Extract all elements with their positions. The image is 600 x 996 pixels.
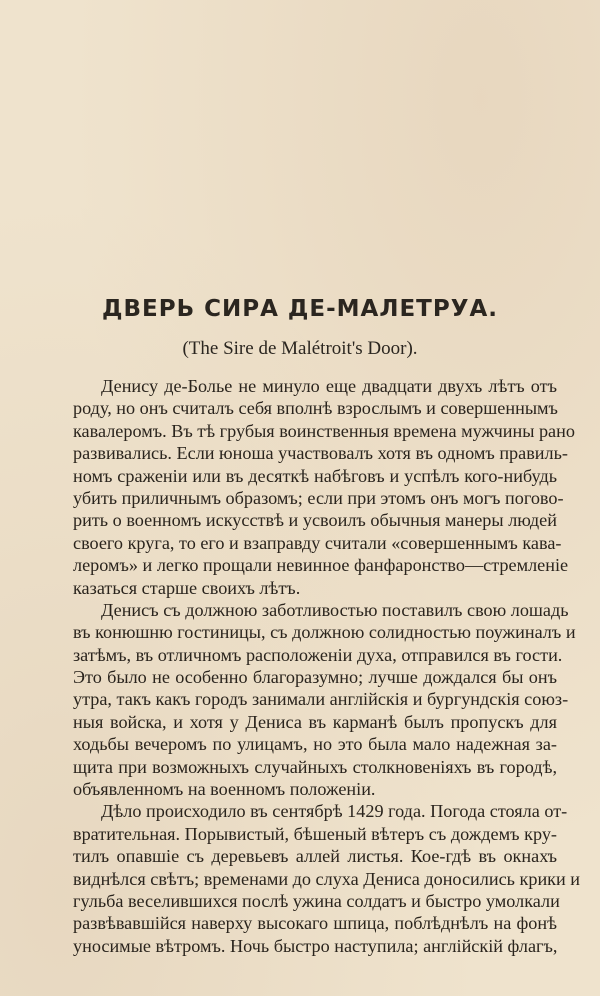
text-line: развѣвавшійся наверху высокаго шпица, поблѣднѣлъ на фонѣ	[73, 913, 557, 934]
text-line: вратительная. Порывистый, бѣшеный вѣтеръ съ дождемъ кру-	[73, 823, 557, 844]
text-line: утра, такъ какъ городъ занимали англійскія и бургундскія союз-	[73, 689, 569, 710]
text-line: роду, но онъ считалъ себя вполнѣ взрослымъ и совершеннымъ	[73, 398, 558, 419]
text-line: леромъ» и легко прощали невинное фанфаронство—стремленіе	[73, 555, 569, 576]
text-line: кавалеромъ. Въ тѣ грубыя воинственныя времена мужчины рано	[73, 420, 575, 441]
text-line: убить приличнымъ образомъ; если при этомъ онъ могъ погово-	[73, 487, 564, 508]
text-line: Дѣло происходило въ сентябрѣ 1429 года. Погода стояла от-	[101, 801, 568, 822]
chapter-title: ДВЕРЬ СИРА ДЕ-МАЛЕТРУА.	[102, 296, 498, 322]
text-line: номъ сраженіи или въ десяткѣ набѣговъ и успѣлъ кого-нибудь	[73, 465, 557, 486]
text-line: въ конюшню гостиницы, съ должною солидностью поужиналъ и	[73, 622, 576, 643]
text-line: развивались. Если юноша участвовалъ хотя въ одномъ правиль-	[73, 443, 568, 464]
text-line: Это было не особенно благоразумно; лучше дождался бы онъ	[73, 667, 557, 688]
text-line: уносимые вѣтромъ. Ночь быстро наступила; англійскій флагъ,	[73, 935, 558, 956]
text-line: Денисъ съ должною заботливостью поставилъ свою лошадь	[101, 599, 569, 620]
chapter-subtitle: (The Sire de Malétroit's Door).	[182, 338, 418, 359]
text-line: затѣмъ, въ отличномъ расположеніи духа, отправился въ гости.	[73, 644, 563, 665]
body-text	[73, 375, 581, 957]
text-line: тилъ опавшіе съ деревьевъ аллей листья. Кое-гдѣ въ окнахъ	[73, 846, 557, 867]
text-line: щита при возможныхъ случайныхъ столкновеніяхъ въ городѣ,	[73, 756, 557, 777]
text-line: виднѣлся свѣтъ; временами до слуха Дениса доносились крики и	[73, 868, 581, 889]
text-line: Денису де-Болье не минуло еще двадцати двухъ лѣтъ отъ	[101, 376, 557, 396]
text-line: рить о военномъ искусствѣ и усвоилъ обычныя манеры людей	[73, 510, 557, 531]
text-line: гульба веселившихся послѣ ужина солдатъ и быстро умолкали	[73, 890, 560, 911]
text-line: объявленномъ на военномъ положеніи.	[73, 779, 376, 800]
text-line: казаться старше своихъ лѣтъ.	[73, 577, 301, 598]
text-line: ныя войска, и хотя у Дениса въ карманѣ былъ пропускъ для	[73, 711, 557, 732]
text-line: ходьбы вечеромъ по улицамъ, но это была мало надежная за-	[73, 734, 557, 755]
text-line: своего круга, то его и взаправду считали «совершеннымъ кава-	[73, 532, 562, 553]
